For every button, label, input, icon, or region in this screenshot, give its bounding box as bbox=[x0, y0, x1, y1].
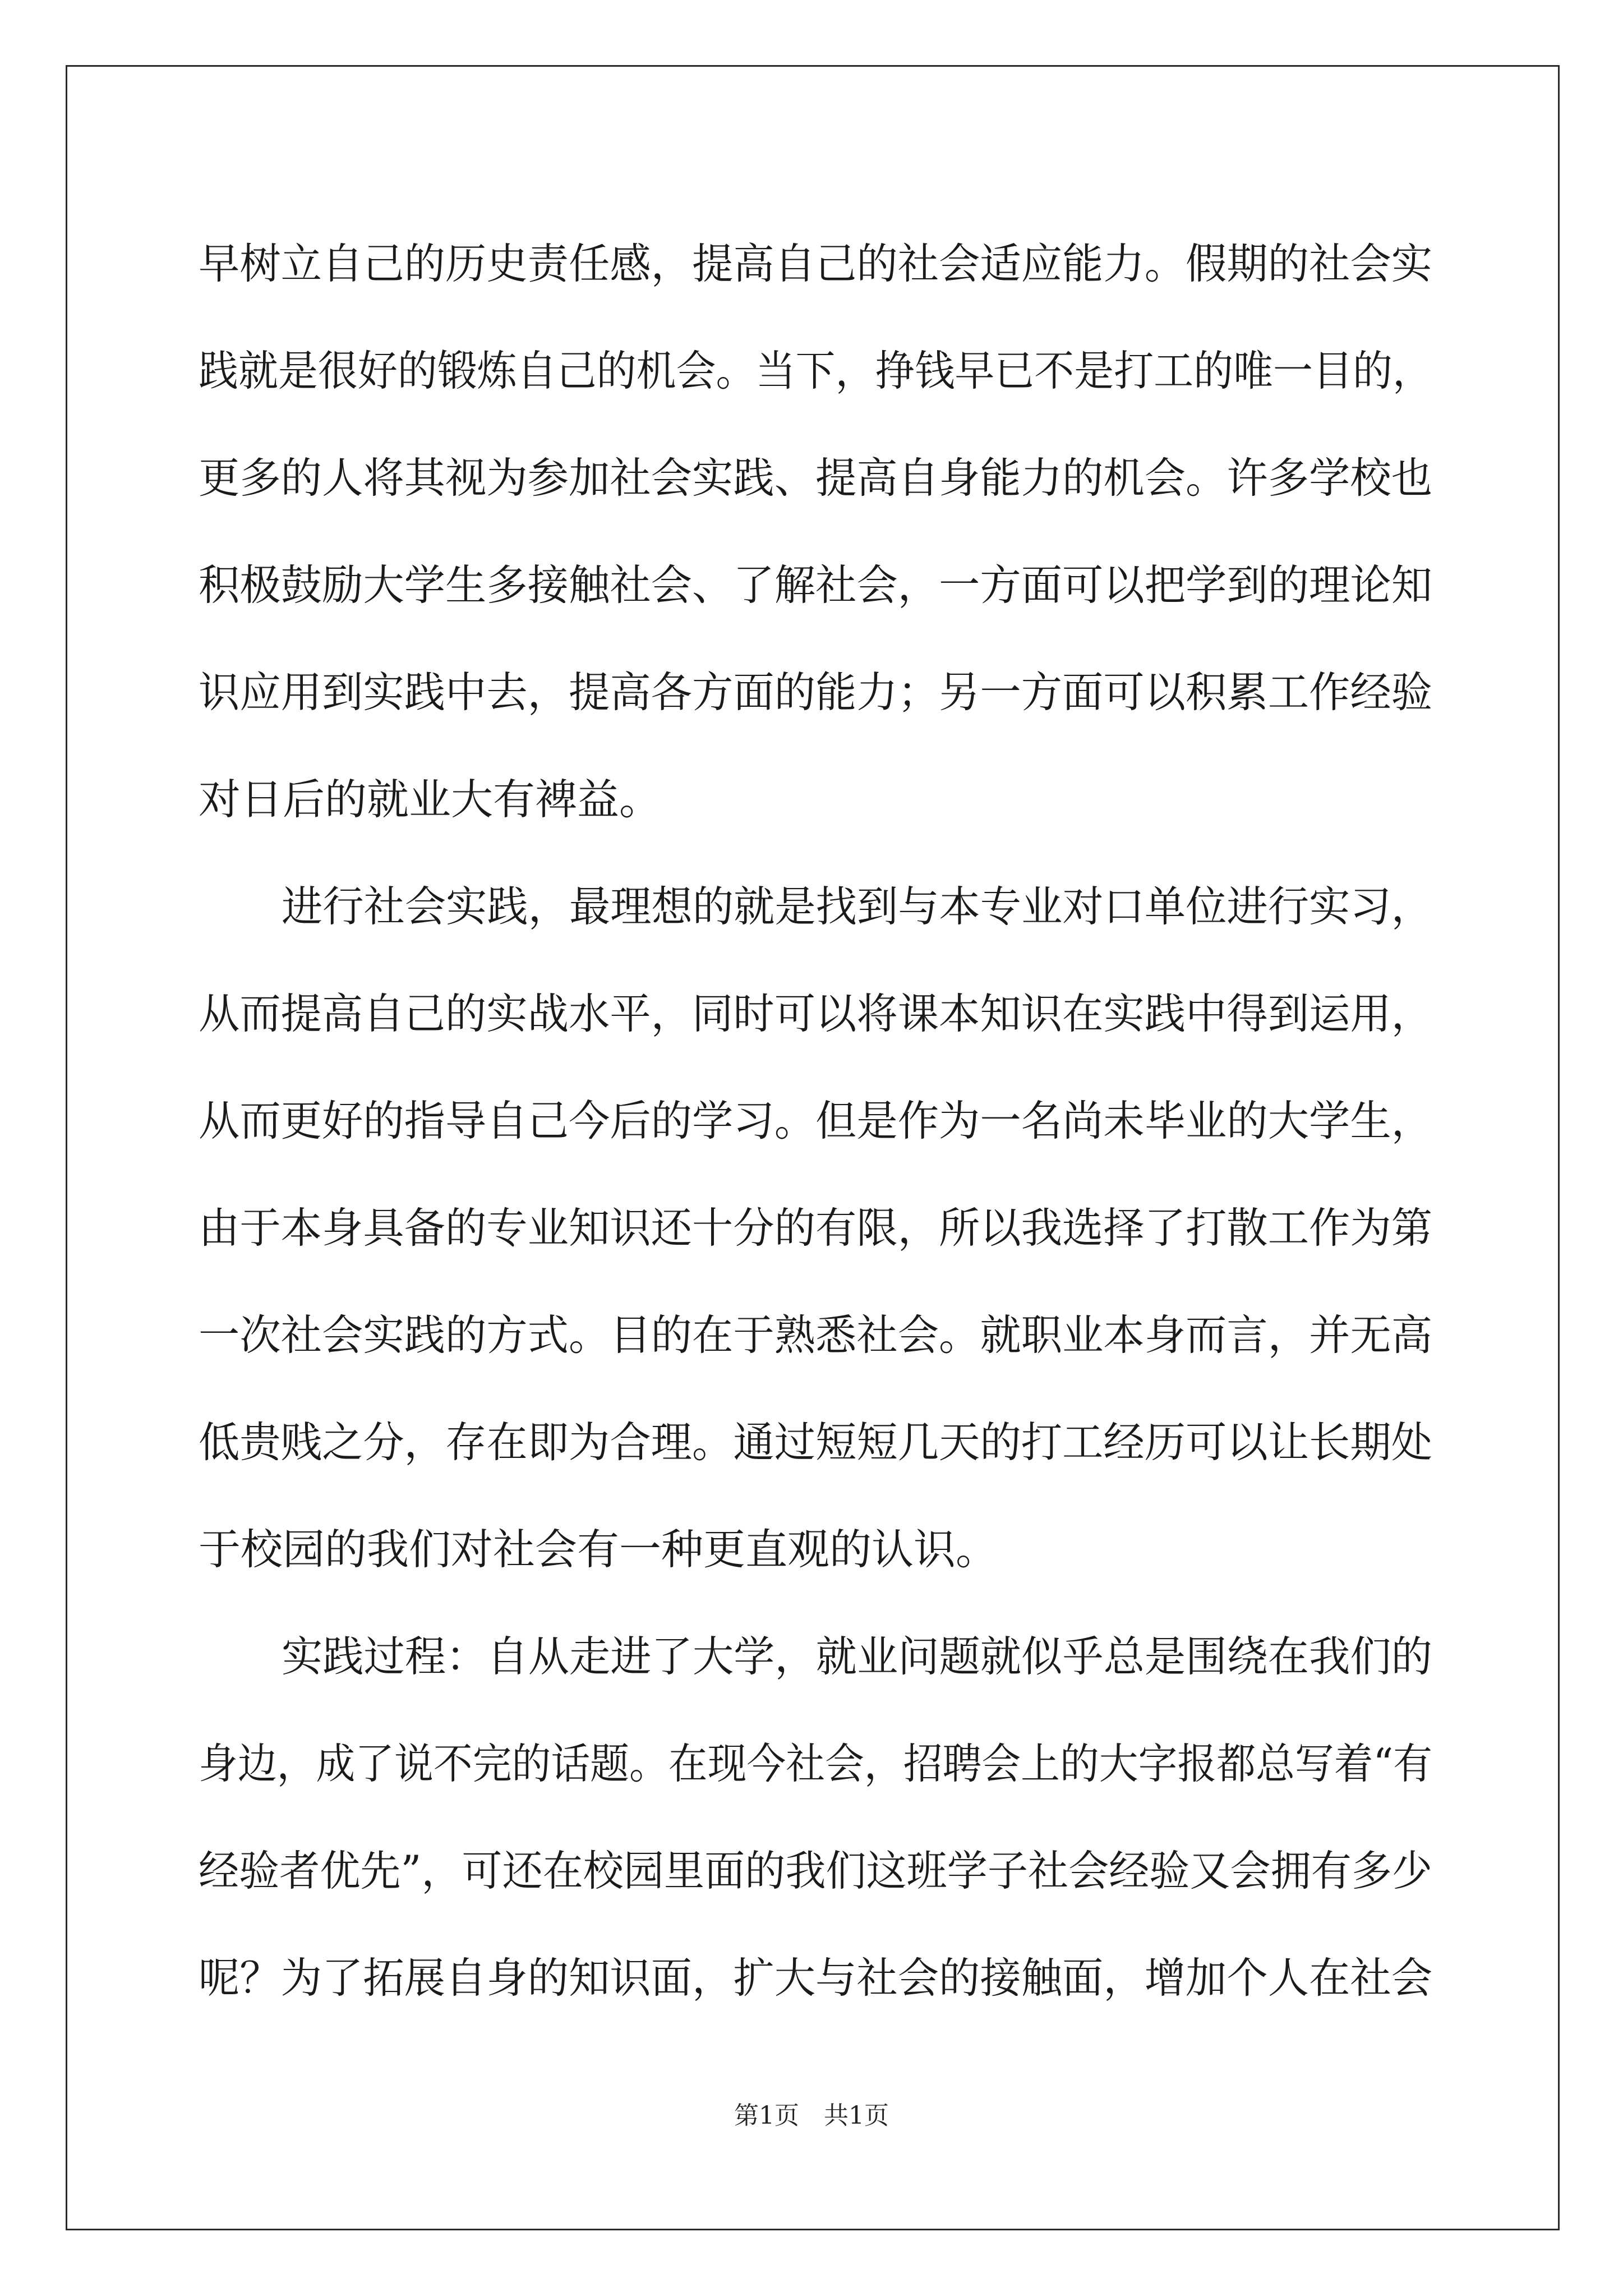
text-line-content: 呢？为了拓展自身的知识面，扩大与社会的接触面，增加个人在社会 bbox=[199, 1953, 1433, 2003]
text-line-content: 低贵贱之分，存在即为合理。通过短短几天的打工经历可以让长期处 bbox=[199, 1418, 1433, 1467]
page-footer bbox=[0, 2099, 1623, 2133]
text-line-content: 由于本身具备的专业知识还十分的有限，所以我选择了打散工作为第 bbox=[199, 1203, 1433, 1253]
text-line bbox=[199, 210, 1432, 318]
text-line-content: 从而提高自己的实战水平，同时可以将课本知识在实践中得到运用， bbox=[199, 989, 1433, 1038]
text-line bbox=[199, 1925, 1432, 2032]
text-line bbox=[199, 532, 1432, 639]
text-line bbox=[199, 1710, 1432, 1818]
text-line-content: 更多的人将其视为参加社会实践、提高自身能力的机会。许多学校也 bbox=[199, 453, 1433, 503]
text-line-content: 经验者优先”，可还在校园里面的我们这班学子社会经验又会拥有多少 bbox=[199, 1846, 1433, 1895]
text-line-content: 从而更好的指导自己今后的学习。但是作为一名尚未毕业的大学生， bbox=[199, 1096, 1433, 1145]
text-line bbox=[199, 960, 1432, 1068]
text-line bbox=[199, 318, 1432, 425]
text-line bbox=[199, 425, 1432, 532]
text-line-content: 一次社会实践的方式。目的在于熟悉社会。就职业本身而言，并无高 bbox=[199, 1310, 1433, 1360]
text-line-content: 于校园的我们对社会有一种更直观的认识。 bbox=[199, 1525, 998, 1574]
text-line bbox=[199, 1603, 1432, 1710]
document-body bbox=[199, 210, 1432, 2032]
text-line bbox=[199, 853, 1432, 960]
text-line bbox=[199, 1496, 1432, 1603]
text-line bbox=[199, 746, 1432, 853]
text-line-content: 践就是很好的锻炼自己的机会。当下，挣钱早已不是打工的唯一目的， bbox=[199, 346, 1432, 395]
text-line-content: 进行社会实践，最理想的就是找到与本专业对口单位进行实习， bbox=[282, 882, 1432, 931]
page-total: 共1页 bbox=[824, 2101, 889, 2130]
text-line bbox=[199, 1282, 1432, 1389]
page-number: 第1页 bbox=[734, 2101, 799, 2130]
text-line-content: 对日后的就业大有裨益。 bbox=[199, 775, 662, 824]
text-line bbox=[199, 1389, 1432, 1496]
text-line bbox=[199, 1068, 1432, 1175]
text-line-content: 识应用到实践中去，提高各方面的能力；另一方面可以积累工作经验 bbox=[199, 668, 1433, 717]
text-line-content: 身边，成了说不完的话题。在现今社会，招聘会上的大字报都总写着“有 bbox=[199, 1739, 1433, 1788]
text-line-content: 早树立自己的历史责任感，提高自己的社会适应能力。假期的社会实 bbox=[199, 239, 1433, 288]
text-line-content: 积极鼓励大学生多接触社会、了解社会，一方面可以把学到的理论知 bbox=[199, 560, 1433, 610]
text-line bbox=[199, 1175, 1432, 1282]
text-line bbox=[199, 1818, 1432, 1925]
text-line bbox=[199, 639, 1432, 746]
text-line-content: 实践过程：自从走进了大学，就业问题就似乎总是围绕在我们的 bbox=[282, 1632, 1432, 1681]
